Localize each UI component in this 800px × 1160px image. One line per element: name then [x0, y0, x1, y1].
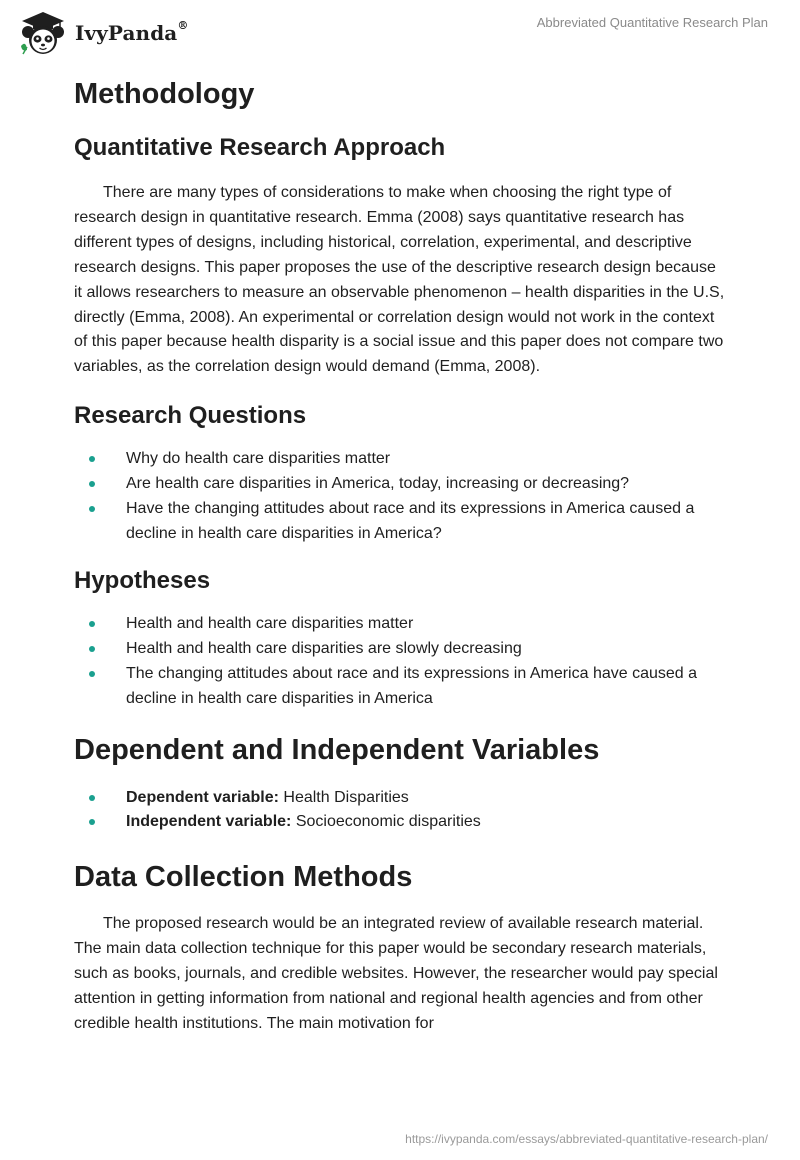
heading-hypotheses: Hypotheses	[74, 566, 211, 594]
paragraph-approach: There are many types of considerations to make when choosing the right type of research design in quantitative research. Emma (2008) says quantitative research has different types of designs, including historical, correlation, experimental, and descriptive research designs. This paper proposes the use of the descriptive research design because it allows researchers to measure an observable phenomenon – health disparities in the U.S, directly (Emma, 2008). An experimental or correlation design would not work in the context of this paper because health disparity is a social issue and this paper does not compare two variables, as the correlation design would demand (Emma, 2008).	[74, 184, 725, 376]
heading-variables: Dependent and Independent Variables	[74, 733, 600, 766]
heading-data-collection: Data Collection Methods	[74, 861, 413, 894]
bullet-icon	[89, 456, 95, 462]
brand-name: IvyPanda®	[75, 19, 189, 45]
bullet-icon	[89, 819, 95, 825]
list-item: The changing attitudes about race and its expressions in America have caused a decline in health care disparities in America	[74, 662, 728, 712]
list-item: Health and health care disparities matter	[74, 612, 728, 637]
document-title: Abbreviated Quantitative Research Plan	[536, 15, 768, 30]
heading-research-questions: Research Questions	[74, 402, 307, 430]
logo[interactable]	[18, 10, 188, 56]
bullet-icon	[89, 506, 95, 512]
bullet-icon	[89, 621, 95, 627]
list-research-questions	[74, 447, 728, 547]
list-item: Health and health care disparities are slowly decreasing	[74, 637, 728, 662]
bullet-icon	[89, 481, 95, 487]
bullet-icon	[89, 671, 95, 677]
list-item: Have the changing attitudes about race and its expressions in America caused a decline in health care disparities in America?	[74, 497, 728, 547]
paragraph-data-collection: The proposed research would be an integrated review of available research material. The main data collection technique for this paper would be secondary research materials, such as books, journals, and credible websites. However, the researcher would pay special attention in getting information from national and regional health agencies and from other credible health institutions. The main motivation for	[74, 915, 718, 1032]
list-item: Independent variable: Socioeconomic disparities	[74, 810, 728, 835]
list-item: Are health care disparities in America, today, increasing or decreasing?	[74, 472, 728, 497]
list-hypotheses	[74, 612, 728, 712]
heading-methodology: Methodology	[74, 78, 255, 110]
article-content	[74, 70, 728, 1037]
bullet-icon	[89, 646, 95, 652]
list-variables	[74, 786, 728, 836]
source-url[interactable]: https://ivypanda.com/essays/abbreviated-quantitative-research-plan/	[405, 1132, 768, 1146]
panda-logo-icon	[18, 10, 68, 56]
bullet-icon	[89, 795, 95, 801]
header	[18, 10, 768, 56]
list-item: Dependent variable: Health Disparities	[74, 786, 728, 811]
heading-quantitative-approach: Quantitative Research Approach	[74, 134, 446, 161]
list-item: Why do health care disparities matter	[74, 447, 728, 472]
